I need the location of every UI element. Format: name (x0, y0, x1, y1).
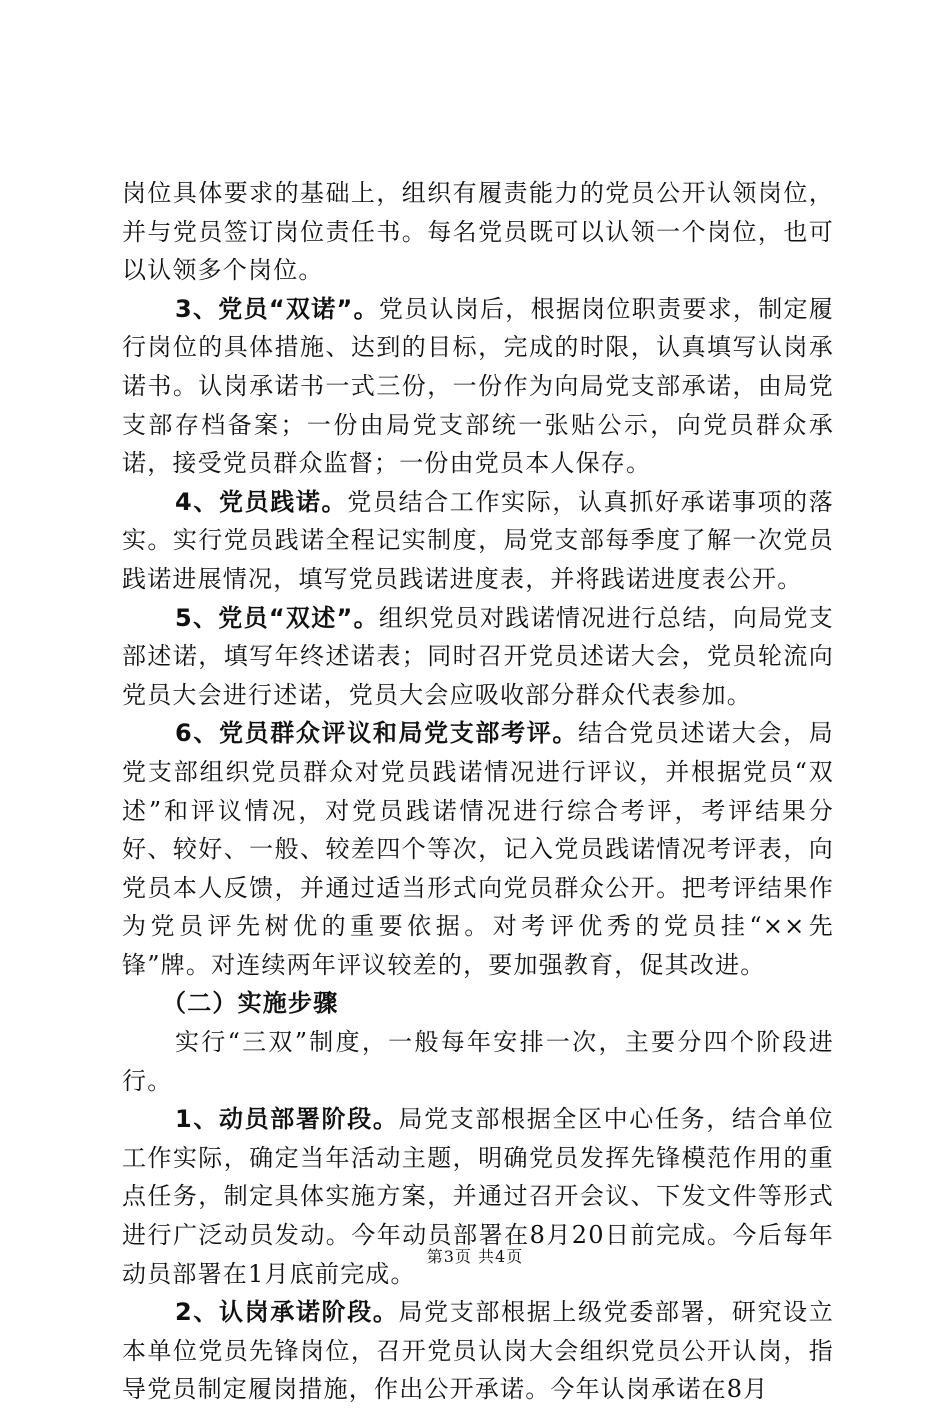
paragraph-lead: 6、党员群众评议和局党支部考评。 (175, 719, 578, 748)
paragraph-text: 岗位具体要求的基础上，组织有履责能力的党员公开认领岗位，并与党员签订岗位责任书。每名党员既可以认领一个岗位，也可以认领多个岗位。 (122, 179, 834, 285)
paragraph-text: 结合党员述诺大会，局党支部组织党员群众对党员践诺情况进行评议，并根据党员“双述”和评议情况，对党员践诺情况进行综合考评，考评结果分好、较好、一般、较差四个等次，记入党员践诺情况考评表，向党员本人反馈，并通过适当形式向党员群众公开。把考评结果作为党员评先树优的重要依据。对考评优秀的党员挂“××先锋”牌。对连续两年评议较差的，要加强教育，促其改进。 (122, 719, 834, 979)
paragraph-lead: 4、党员践诺。 (175, 487, 348, 516)
paragraph-lead: 2、认岗承诺阶段。 (175, 1298, 399, 1327)
paragraph-steps-intro (122, 1023, 834, 1100)
section-heading (122, 984, 834, 1023)
paragraph-lead: 5、党员“双述”。 (175, 603, 379, 632)
paragraph-continuation (122, 174, 834, 290)
paragraph-step-2 (122, 1293, 834, 1409)
paragraph-item-4 (122, 483, 834, 599)
paragraph-lead: 3、党员“双诺”。 (175, 294, 379, 323)
paragraph-text: 局党支部根据上级党委部署，研究设立本单位党员先锋岗位，召开党员认岗大会组织党员公开认岗，指导党员制定履岗措施，作出公开承诺。今年认岗承诺在8月 (122, 1298, 834, 1404)
paragraph-text: 实行“三双”制度，一般每年安排一次，主要分四个阶段进行。 (122, 1028, 834, 1095)
page-footer (0, 1244, 950, 1267)
paragraph-item-3 (122, 290, 834, 483)
paragraph-text: 组织党员对践诺情况进行总结，向局党支部述诺，填写年终述诺表；同时召开党员述诺大会，党员轮流向党员大会进行述诺，党员大会应吸收部分群众代表参加。 (122, 603, 834, 709)
section-heading-text: （二）实施步骤 (162, 989, 339, 1018)
paragraph-text: 党员认岗后，根据岗位职责要求，制定履行岗位的具体措施、达到的目标，完成的时限，认真填写认岗承诺书。认岗承诺书一式三份，一份作为向局党支部承诺，由局党支部存档备案；一份由局党支部统一张贴公示，向党员群众承诺，接受党员群众监督；一份由党员本人保存。 (122, 294, 834, 478)
paragraph-item-5 (122, 599, 834, 715)
paragraph-text: 局党支部根据全区中心任务，结合单位工作实际，确定当年活动主题，明确党员发挥先锋模范作用的重点任务，制定具体实施方案，并通过召开会议、下发文件等形式进行广泛动员发动。今年动员部署在8月20日前完成。今后每年动员部署在1月底前完成。 (122, 1105, 834, 1288)
paragraph-lead: 1、动员部署阶段。 (175, 1105, 399, 1134)
page-number-label: 第3页 共4页 (426, 1247, 524, 1266)
document-body (122, 174, 834, 1409)
paragraph-text: 党员结合工作实际，认真抓好承诺事项的落实。实行党员践诺全程记实制度，局党支部每季度了解一次党员践诺进展情况，填写党员践诺进度表，并将践诺进度表公开。 (122, 487, 834, 593)
paragraph-item-6 (122, 714, 834, 984)
